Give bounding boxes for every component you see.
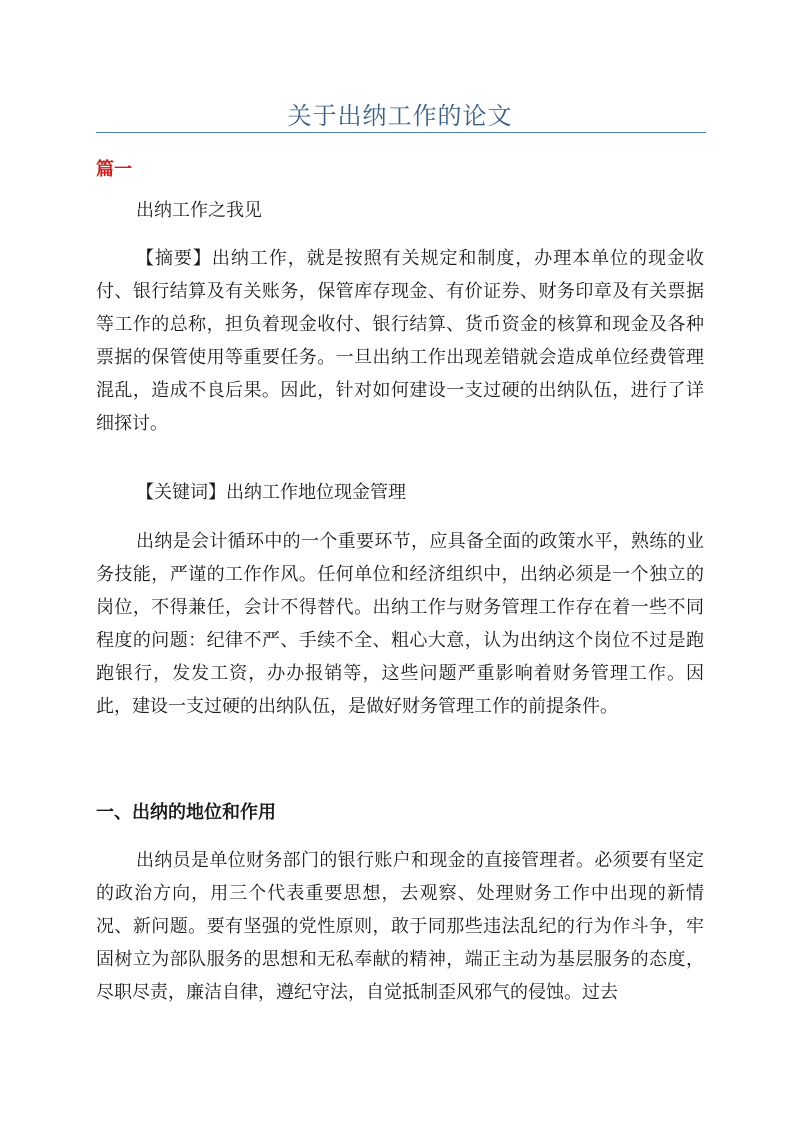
abstract-paragraph: 【摘要】出纳工作，就是按照有关规定和制度，办理本单位的现金收付、银行结算及有关账务，保管库存现金、有价证券、财务印章及有关票据等工作的总称，担负着现金收付、银行结算、货币资金的核算和现金及各种票据的保管使用等重要任务。一旦出纳工作出现差错就会造成单位经费管理混乱，造成不良后果。因此，针对如何建设一支过硬的出纳队伍，进行了详细探讨。 bbox=[96, 248, 704, 434]
subtitle: 出纳工作之我见 bbox=[136, 200, 262, 221]
title-underline bbox=[96, 132, 706, 133]
document-title: 关于出纳工作的论文 bbox=[287, 102, 513, 130]
part-heading: 篇一 bbox=[96, 159, 132, 180]
section1-paragraph: 出纳员是单位财务部门的银行账户和现金的直接管理者。必须要有坚定的政治方向，用三个代表重要思想，去观察、处理财务工作中出现的新情况、新问题。要有坚强的党性原则，敢于同那些违法乱纪的行为作斗争，牢固树立为部队服务的思想和无私奉献的精神，端正主动为基层服务的态度，尽职尽责，廉洁自律，遵纪守法，自觉抵制歪风邪气的侵蚀。过去 bbox=[96, 850, 704, 1003]
intro-paragraph: 出纳是会计循环中的一个重要环节，应具备全面的政策水平，熟练的业务技能，严谨的工作作风。任何单位和经济组织中，出纳必须是一个独立的岗位，不得兼任，会计不得替代。出纳工作与财务管理工作存在着一些不同程度的问题：纪律不严、手续不全、粗心大意，认为出纳这个岗位不过是跑跑银行，发发工资，办办报销等，这些问题严重影响着财务管理工作。因此，建设一支过硬的出纳队伍，是做好财务管理工作的前提条件。 bbox=[96, 531, 704, 717]
section-heading-1: 一、出纳的地位和作用 bbox=[96, 802, 276, 823]
keywords-paragraph: 【关键词】出纳工作地位现金管理 bbox=[136, 482, 406, 503]
